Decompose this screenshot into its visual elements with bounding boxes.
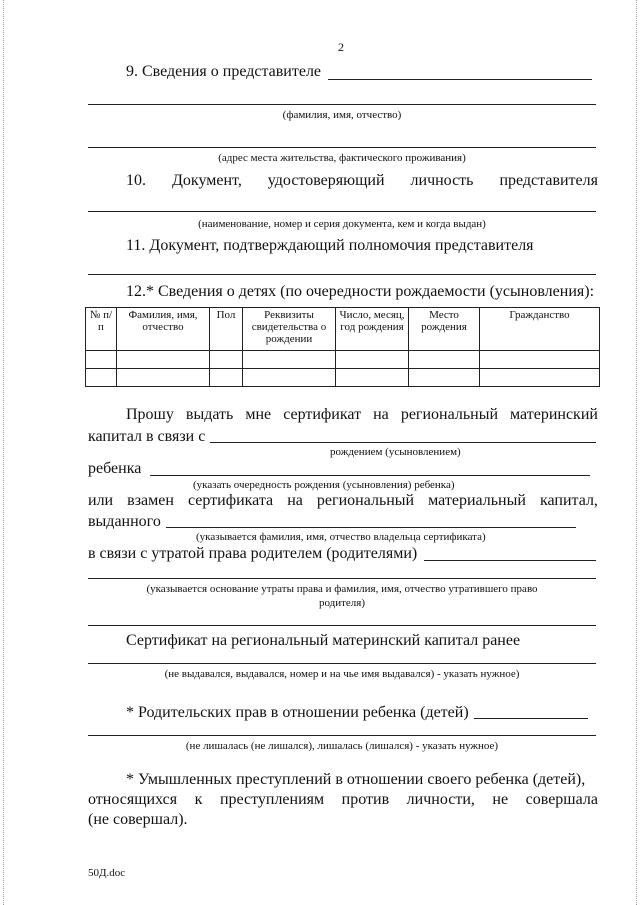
caption-document: (наименование, номер и серия документа, кем и когда выдан) — [198, 218, 486, 230]
request-line1: Прошу выдать мне сертификат на региональный материнский — [126, 406, 598, 423]
caption-child: (указать очередность рождения (усыновления) ребенка) — [193, 479, 455, 491]
table-cell[interactable] — [117, 369, 210, 387]
crimes-line2: относящихся к преступлениям против личности, не совершала — [88, 791, 598, 808]
table-cell[interactable] — [117, 351, 210, 369]
table-cell[interactable] — [409, 369, 480, 387]
caption-name: (фамилия, имя, отчество) — [282, 109, 402, 121]
right-scan-edge — [636, 0, 638, 905]
certificate-label: Сертификат на региональный материнский капитал ранее — [126, 632, 521, 649]
table-cell[interactable] — [86, 369, 117, 387]
authority-document-line[interactable] — [88, 274, 596, 275]
table-cell[interactable] — [480, 351, 600, 369]
child-label: ребенка — [88, 460, 142, 477]
representative-document-line[interactable] — [88, 211, 596, 212]
section10-label: 10. Документ, удостоверяющий личность представителя — [126, 172, 598, 189]
loss-label: в связи с утратой права родителем (родителями) — [88, 545, 418, 562]
crimes-line3: (не совершал). — [88, 811, 188, 828]
parental-line[interactable] — [88, 735, 596, 736]
table-cell[interactable] — [243, 351, 336, 369]
col-number: № п/п — [86, 308, 117, 351]
col-certificate: Реквизиты свидетельства о рождении — [243, 308, 336, 351]
table-cell[interactable] — [210, 351, 243, 369]
owner-name-line[interactable] — [166, 527, 576, 528]
caption-address: (адрес места жительства, фактического проживания) — [218, 152, 466, 164]
section11-label: 11. Документ, подтверждающий полномочия представителя — [126, 237, 534, 254]
footer-filename: 50Д.doc — [88, 867, 126, 879]
table-row — [86, 369, 600, 387]
caption-loss-1: (указывается основание утраты права и фамилия, имя, отчество утратившего право — [146, 583, 538, 595]
caption-parental: (не лишалась (не лишался), лишалась (лишался) - указать нужное) — [185, 740, 499, 752]
crimes-line1: * Умышленных преступлений в отношении своего ребенка (детей), — [126, 771, 586, 788]
loss-extra-line[interactable] — [88, 625, 596, 626]
page-number: 2 — [338, 40, 344, 54]
caption-loss-2: родителя) — [318, 597, 366, 609]
certificate-line[interactable] — [88, 663, 596, 664]
col-birthplace: Место рождения — [409, 308, 480, 351]
table-cell[interactable] — [409, 351, 480, 369]
table-cell[interactable] — [336, 369, 409, 387]
table-row — [86, 351, 600, 369]
table-cell[interactable] — [243, 369, 336, 387]
representative-address-line[interactable] — [88, 147, 596, 148]
loss-reason-line[interactable] — [88, 578, 596, 579]
table-cell[interactable] — [210, 369, 243, 387]
loss-fill-line[interactable] — [424, 560, 596, 561]
instead-line: или взамен сертификата на региональный материальный капитал, — [88, 492, 598, 509]
table-cell[interactable] — [336, 351, 409, 369]
caption-owner: (указывается фамилия, имя, отчество владельца сертификата) — [196, 531, 486, 543]
section12-label: 12.* Сведения о детях (по очередности рождаемости (усыновления): — [126, 283, 595, 300]
parental-label: * Родительских прав в отношении ребенка (детей) — [126, 704, 469, 721]
col-citizenship: Гражданство — [480, 308, 600, 351]
children-table-header — [86, 308, 600, 351]
parental-fill-line[interactable] — [474, 718, 588, 719]
left-scan-edge — [3, 0, 5, 905]
table-cell[interactable] — [480, 369, 600, 387]
col-sex: Пол — [210, 308, 243, 351]
child-order-line[interactable] — [150, 475, 590, 476]
representative-name-line[interactable] — [88, 104, 596, 105]
issued-label: выданного — [88, 513, 161, 530]
caption-birth: рождением (усыновлением) — [330, 446, 461, 458]
col-birthdate: Число, месяц, год рождения — [336, 308, 409, 351]
col-fullname: Фамилия, имя, отчество — [117, 308, 210, 351]
section9-fill-line[interactable] — [328, 79, 592, 80]
reason-birth-line[interactable] — [210, 442, 596, 443]
section9-label: 9. Сведения о представителе — [126, 63, 322, 80]
caption-certificate: (не выдавался, выдавался, номер и на чье имя выдавался) - указать нужное) — [164, 668, 520, 680]
table-cell[interactable] — [86, 351, 117, 369]
request-line2: капитал в связи с — [88, 428, 206, 445]
children-table — [85, 307, 600, 387]
